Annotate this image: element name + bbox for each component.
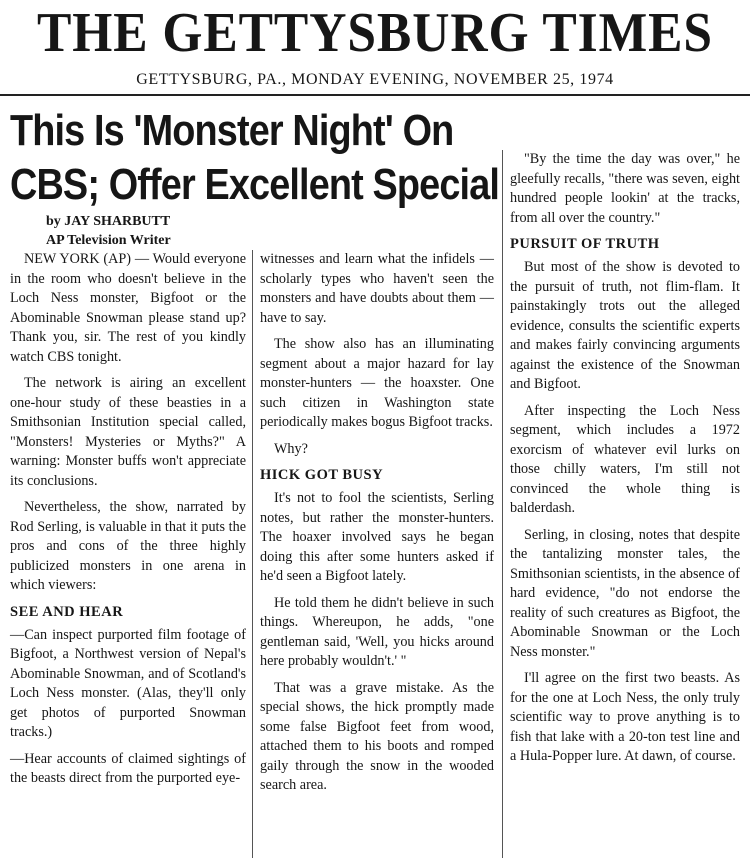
paragraph: "By the time the day was over," he gleefully recalls, "there was seven, eight hundred people lookin' at the tracks, from all over the country." — [510, 151, 740, 226]
subhead-pursuit-of-truth: PURSUIT OF TRUTH — [510, 236, 660, 252]
newspaper-masthead: THE GETTYSBURG TIMES — [37, 2, 713, 64]
paragraph: It's not to fool the scientists, Serling notes, but rather the monster-hunters. The hoaxer involved says he began doing this after some hunters asked if he'd seen a Bigfoot lately. — [260, 490, 494, 584]
byline — [46, 212, 266, 250]
article-column-3 — [510, 150, 740, 774]
paragraph: Nevertheless, the show, narrated by Rod Serling, is valuable in that it puts the pros and cons of the three highly publicized monsters in one arena in which viewers: — [10, 499, 246, 593]
paragraph: But most of the show is devoted to the pursuit of truth, not flim-flam. It painstakingly trots out the alleged evidence, consults the scientific experts and makes fairly convincing arguments against the existence of the Snowman and Bigfoot. — [510, 259, 740, 392]
paragraph: Why? — [274, 440, 308, 457]
paragraph: witnesses and learn what the infidels — scholarly types who haven't seen the monsters and have doubts about them — have to say. — [260, 251, 494, 326]
paragraph: The show also has an illuminating segment about a major hazard for lay monster-hunters — the hoaxster. One such citizen in Washington state periodically makes bogus Bigfoot tracks. — [260, 336, 494, 430]
dateline: GETTYSBURG, PA., MONDAY EVENING, NOVEMBER 25, 1974 — [136, 71, 614, 88]
subhead-hick-got-busy: HICK GOT BUSY — [260, 467, 384, 483]
article-column-2 — [260, 250, 494, 803]
headline-line-2: CBS; Offer Excellent Special — [10, 160, 500, 209]
paragraph: NEW YORK (AP) — Would everyone in the room who doesn't believe in the Loch Ness monster, Bigfoot or the Abominable Snowman please stand up? Thank you, sir. The rest of you kindly watch CBS tonight. — [10, 251, 246, 365]
column-divider — [502, 150, 503, 858]
subhead-see-and-hear: SEE AND HEAR — [10, 603, 124, 620]
paragraph: That was a grave mistake. As the special shows, the hick promptly made some false Bigfoot feet from wood, attached them to his boots and romped gaily through the snow in the wooded search area. — [260, 679, 494, 793]
headline-line-1: This Is 'Monster Night' On — [10, 106, 454, 155]
byline-role: AP Television Writer — [46, 233, 171, 248]
masthead-divider — [0, 94, 750, 96]
paragraph: He told them he didn't believe in such things. Whereupon, he adds, "one gentleman said, 'Well, you hicks around here probably wouldn't.' " — [260, 594, 494, 669]
paragraph: I'll agree on the first two beasts. As for the one at Loch Ness, the only truly scientific way to prove anything is to fish that lake with a 20-ton test line and a Hula-Popper lure. At dawn, of course. — [510, 670, 740, 764]
paragraph: —Hear accounts of claimed sightings of the beasts direct from the purported eye- — [10, 750, 246, 786]
paragraph: The network is airing an excellent one-hour study of these beasties in a Smithsonian Institution special called, "Monsters! Mysteries or Myths?" A warning: Monster buffs won't appreciate its conclusions. — [10, 375, 246, 489]
paragraph: Serling, in closing, notes that despite the tantalizing monster tales, the Smithsonian scientists, in the absence of hard evidence, "do not endorse the reality of such creatures as Bigfoot, the Abominable Snowman or the Loch Ness monster." — [510, 526, 740, 660]
byline-author: by JAY SHARBUTT — [46, 214, 171, 229]
article-headline — [10, 104, 500, 212]
paragraph: After inspecting the Loch Ness segment, which includes a 1972 exorcism of whatever evil lurks on those chilly waters, I'm still not convinced the whole thing is balderdash. — [510, 402, 740, 516]
column-divider — [252, 250, 253, 858]
paragraph: —Can inspect purported film footage of Bigfoot, a Northwest version of Nepal's Abominable Snowman, and of Scotland's Loch Ness monster. (Alas, they'll only get photos of purported Snowman tracks.) — [10, 626, 246, 740]
article-column-1 — [10, 250, 246, 796]
